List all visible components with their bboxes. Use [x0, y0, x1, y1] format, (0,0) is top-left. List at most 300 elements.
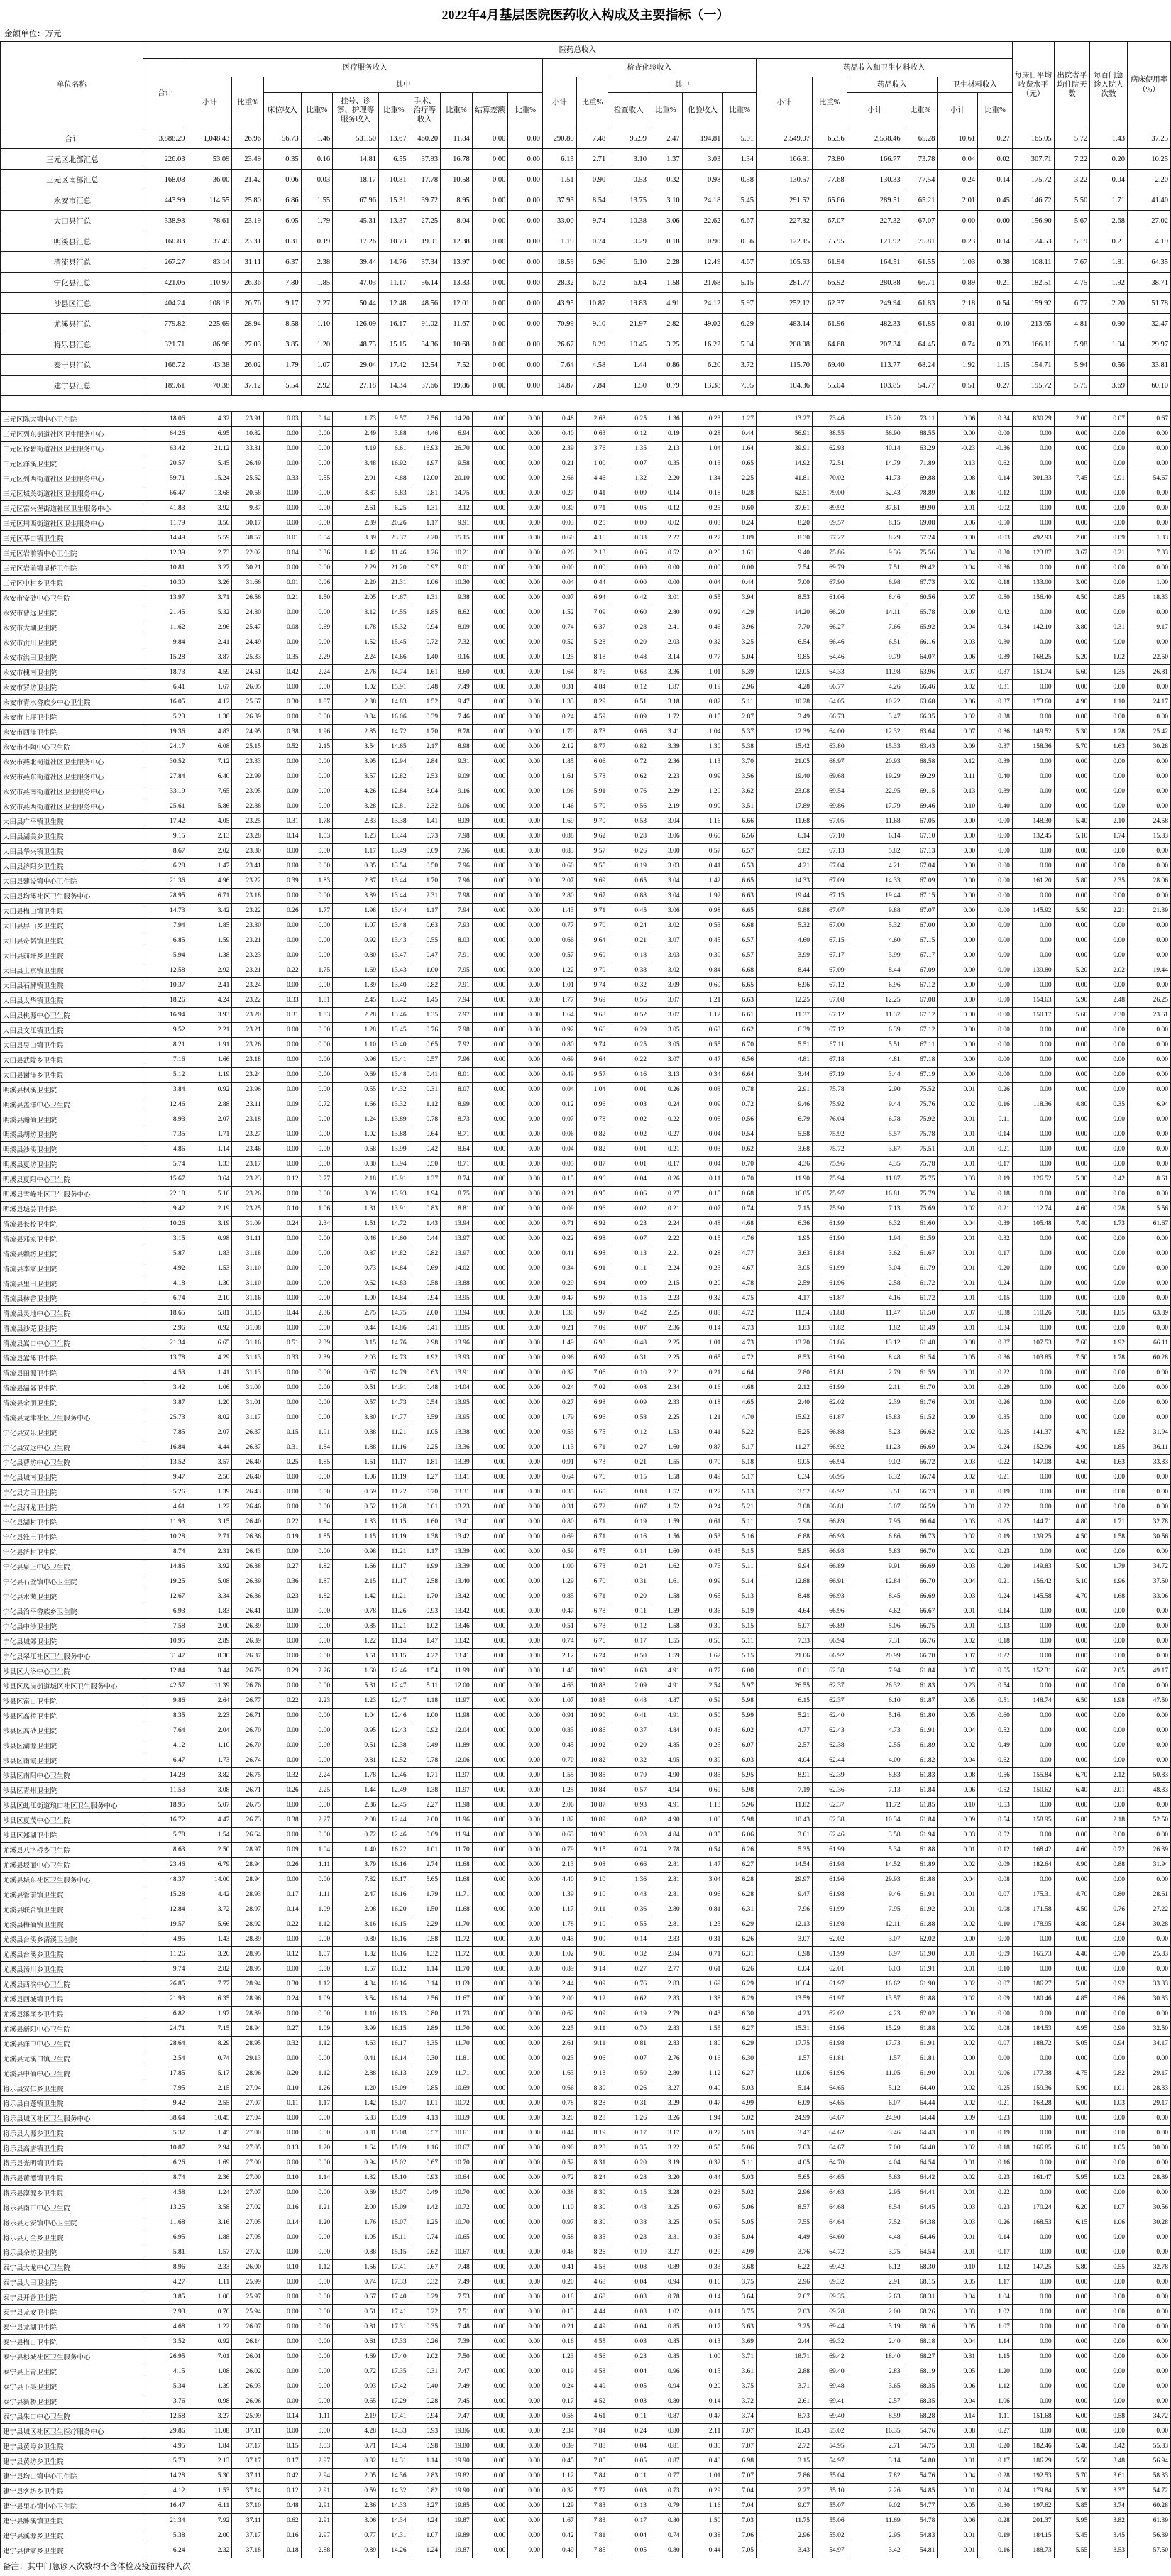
table-row	[1, 2245, 1171, 2260]
value-cell: 0.98	[682, 170, 723, 190]
unit-name-cell: 清流县灵地中心卫生院	[1, 1306, 143, 1321]
value-cell: 4.19	[1127, 231, 1170, 252]
value-cell: 0.79	[649, 376, 682, 396]
value-cell: 13.27	[756, 412, 812, 427]
value-cell: 0.00	[1090, 1083, 1128, 1097]
value-cell: 0.60	[682, 829, 723, 844]
value-cell: 13.47	[379, 948, 409, 963]
value-cell: 170.24	[1012, 2200, 1054, 2215]
value-cell: 7.84	[576, 376, 608, 396]
value-cell: 0.55	[682, 1038, 723, 1053]
value-cell: 64.68	[812, 334, 847, 355]
value-cell: 0.00	[472, 1574, 508, 1589]
value-cell: 1.06	[1090, 2215, 1128, 2230]
table-header	[1, 42, 1171, 128]
value-cell: 9.10	[576, 314, 608, 334]
value-cell: 0.00	[1054, 501, 1090, 516]
value-cell: 0.00	[1090, 1619, 1128, 1634]
value-cell: 0.00	[1054, 605, 1090, 620]
value-cell: 0.00	[1012, 1261, 1054, 1276]
value-cell: 0.22	[649, 1112, 682, 1127]
value-cell: 11.21	[379, 1425, 409, 1440]
value-cell: 0.26	[409, 2335, 441, 2350]
value-cell: 7.77	[576, 2484, 608, 2499]
value-cell: 0.00	[472, 2260, 508, 2275]
value-cell: 60.28	[1127, 2499, 1170, 2514]
value-cell: 13.78	[143, 1351, 187, 1366]
value-cell: 0.00	[1012, 2350, 1054, 2364]
value-cell: 23.37	[379, 531, 409, 546]
value-cell: 147.08	[1012, 1455, 1054, 1470]
value-cell: 2.21	[1090, 904, 1128, 919]
value-cell: 0.39	[263, 874, 301, 889]
value-cell: 6.30	[723, 2007, 757, 2022]
value-cell: 0.00	[472, 1902, 508, 1917]
value-cell: 0.37	[978, 695, 1013, 710]
table-row	[1, 978, 1171, 993]
value-cell: 0.00	[301, 2007, 333, 2022]
value-cell: 14.20	[756, 605, 812, 620]
value-cell: 5.17	[187, 2066, 232, 2081]
value-cell: 1.02	[333, 680, 379, 695]
value-cell: 0.00	[1127, 605, 1170, 620]
value-cell: 0.00	[301, 1709, 333, 1723]
value-cell: 0.00	[263, 1261, 301, 1276]
value-cell: 5.32	[187, 605, 232, 620]
value-cell: 194.81	[682, 128, 723, 149]
value-cell: 6.29	[723, 2037, 757, 2051]
value-cell: 16.22	[682, 334, 723, 355]
value-cell: 20.93	[847, 755, 903, 769]
value-cell: 164.51	[847, 252, 903, 273]
value-cell: 14.55	[379, 605, 409, 620]
value-cell: 5.15	[723, 1545, 757, 1560]
value-cell: 12.84	[143, 1902, 187, 1917]
value-cell: 2.25	[649, 1336, 682, 1351]
value-cell: 0.00	[1090, 1187, 1128, 1202]
value-cell: 13.39	[441, 1560, 473, 1574]
value-cell: 2.87	[333, 874, 379, 889]
unit-name-cell: 宁化县城郊卫生院	[1, 1634, 143, 1649]
value-cell: 0.00	[1054, 2111, 1090, 2126]
value-cell: 0.25	[576, 516, 608, 531]
value-cell: 20.99	[847, 1649, 903, 1664]
value-cell: 4.68	[143, 2320, 187, 2335]
value-cell: 1.14	[187, 1142, 232, 1157]
value-cell: 15.10	[379, 2171, 409, 2186]
unit-name-cell: 清流县温郊卫生院	[1, 1381, 143, 1396]
unit-name-cell: 泰宁县杉城社区卫生服务中心	[1, 2350, 143, 2364]
header-bed-weight: 比重%	[301, 93, 333, 128]
value-cell: 62.37	[812, 1798, 847, 1813]
value-cell: 1.69	[333, 963, 379, 978]
value-cell: 0.00	[508, 680, 543, 695]
value-cell: 11.98	[847, 665, 903, 680]
value-cell: 10.90	[576, 1709, 608, 1723]
value-cell: 0.00	[508, 1709, 543, 1723]
value-cell: 0.49	[682, 1470, 723, 1485]
table-row	[1, 1664, 1171, 1679]
value-cell: 0.00	[263, 919, 301, 933]
value-cell: 6.94	[576, 1276, 608, 1291]
value-cell: 6.95	[143, 2230, 187, 2245]
unit-name-cell: 沙县区南霞卫生院	[1, 1753, 143, 1768]
value-cell: 7.07	[723, 2439, 757, 2454]
value-cell: 1.28	[333, 1023, 379, 1038]
value-cell: 1.09	[301, 1902, 333, 1917]
unit-name-cell: 三元区岩前镇中心卫生院	[1, 546, 143, 561]
value-cell: 23.22	[232, 904, 264, 919]
value-cell: 0.06	[608, 1187, 649, 1202]
value-cell: 5.74	[143, 1157, 187, 1172]
value-cell: 1.57	[333, 1962, 379, 1977]
value-cell: 1.67	[543, 2514, 577, 2528]
value-cell: 1.99	[409, 1560, 441, 1574]
value-cell: 182.46	[1012, 2439, 1054, 2454]
value-cell: 3.25	[723, 635, 757, 650]
value-cell: 0.07	[978, 2037, 1013, 2051]
value-cell: 0.00	[1054, 1157, 1090, 1172]
unit-name-cell: 尤溪县溪尾乡卫生院	[1, 2007, 143, 2022]
unit-name-cell: 尤溪县管前镇卫生院	[1, 1887, 143, 1902]
value-cell: 0.71	[682, 1947, 723, 1962]
value-cell: 9.57	[379, 412, 409, 427]
value-cell: 0.00	[472, 769, 508, 784]
value-cell: 0.04	[682, 576, 723, 591]
value-cell: 25.97	[232, 2290, 264, 2305]
value-cell: 0.00	[472, 829, 508, 844]
value-cell: 4.29	[187, 1351, 232, 1366]
value-cell: 2.80	[649, 1902, 682, 1917]
value-cell: 0.00	[1090, 1962, 1128, 1977]
value-cell: 0.83	[409, 1202, 441, 1217]
value-cell: 2.66	[543, 471, 577, 486]
value-cell: 3.25	[649, 334, 682, 355]
value-cell: 16.13	[379, 2066, 409, 2081]
value-cell: 0.00	[938, 993, 978, 1008]
value-cell: 2.61	[543, 2037, 577, 2051]
value-cell: 63.42	[143, 442, 187, 456]
value-cell: 2.44	[756, 2335, 812, 2350]
value-cell: 4.56	[576, 2350, 608, 2364]
value-cell: 0.66	[608, 1858, 649, 1873]
value-cell: 61.39	[1127, 2514, 1170, 2528]
value-cell: 61.88	[903, 1992, 938, 2007]
value-cell: 0.00	[472, 531, 508, 546]
value-cell: 24.99	[756, 2111, 812, 2126]
value-cell: 0.00	[1127, 1932, 1170, 1947]
unit-name-cell: 沙县区大洛中心卫生院	[1, 1664, 143, 1679]
value-cell: 4.46	[409, 427, 441, 442]
value-cell: 0.98	[333, 1545, 379, 1560]
value-cell: 2.50	[187, 1470, 232, 1485]
value-cell: 0.18	[543, 2290, 577, 2305]
value-cell: 0.39	[978, 755, 1013, 769]
value-cell: 0.00	[1012, 1038, 1054, 1053]
value-cell: 4.24	[187, 993, 232, 1008]
value-cell: 0.09	[608, 1396, 649, 1410]
value-cell: 0.70	[723, 1157, 757, 1172]
value-cell: 1.31	[333, 1202, 379, 1217]
value-cell: 1.68	[1090, 1589, 1128, 1604]
table-row	[1, 1723, 1171, 1738]
value-cell: 0.00	[472, 591, 508, 605]
value-cell: 4.12	[143, 2484, 187, 2499]
value-cell: 0.00	[263, 1366, 301, 1381]
value-cell: 0.01	[938, 1261, 978, 1276]
value-cell: 2.12	[543, 740, 577, 755]
value-cell: 1.80	[682, 2037, 723, 2051]
value-cell: 66.92	[812, 1440, 847, 1455]
table-row	[1, 904, 1171, 919]
value-cell: 1.01	[409, 1843, 441, 1858]
value-cell: 0.00	[1054, 635, 1090, 650]
value-cell: 0.00	[1127, 2156, 1170, 2171]
value-cell: 23.30	[232, 919, 264, 933]
value-cell: 1.88	[187, 2230, 232, 2245]
value-cell: 0.58	[608, 1410, 649, 1425]
value-cell: 0.27	[649, 1127, 682, 1142]
value-cell: 33.31	[232, 442, 264, 456]
value-cell: 0.04	[938, 149, 978, 170]
value-cell: 249.94	[847, 293, 903, 314]
table-row	[1, 2230, 1171, 2245]
value-cell: 6.66	[723, 814, 757, 829]
value-cell: 0.57	[608, 1783, 649, 1798]
value-cell: 163.28	[1012, 2096, 1054, 2111]
value-cell: 62.46	[812, 1828, 847, 1843]
value-cell: 0.00	[263, 2126, 301, 2141]
value-cell: 5.96	[723, 1798, 757, 1813]
value-cell: 12.84	[379, 784, 409, 799]
value-cell: 4.84	[576, 680, 608, 695]
value-cell: 1.12	[301, 2066, 333, 2081]
unit-name-cell: 明溪县瀚仙卫生院	[1, 1112, 143, 1127]
value-cell: 0.70	[409, 1485, 441, 1500]
value-cell: 1.12	[301, 2260, 333, 2275]
value-cell: 0.00	[508, 1008, 543, 1023]
value-cell: 0.50	[608, 2066, 649, 2081]
value-cell: 7.05	[723, 376, 757, 396]
value-cell: 0.00	[472, 1932, 508, 1947]
value-cell: 0.00	[301, 769, 333, 784]
value-cell: 3.04	[649, 874, 682, 889]
value-cell: 18.26	[143, 993, 187, 1008]
value-cell: 1.45	[187, 2126, 232, 2141]
value-cell: 0.44	[576, 576, 608, 591]
value-cell: 188.73	[1012, 2543, 1054, 2558]
value-cell: 4.72	[723, 1351, 757, 1366]
value-cell: 2.24	[649, 1217, 682, 1232]
value-cell: 1.69	[682, 1977, 723, 1992]
value-cell: 8.01	[441, 1068, 473, 1083]
value-cell: 1.92	[409, 1351, 441, 1366]
value-cell: 5.06	[723, 2200, 757, 2215]
value-cell: 0.85	[333, 1619, 379, 1634]
value-cell: 160.83	[143, 231, 187, 252]
value-cell: 0.74	[649, 2528, 682, 2543]
value-cell: 1.53	[187, 2484, 232, 2499]
value-cell: 14.86	[143, 1560, 187, 1574]
value-cell: 4.53	[143, 1366, 187, 1381]
value-cell: 7.00	[847, 2141, 903, 2156]
value-cell: 139.80	[1012, 963, 1054, 978]
value-cell: 4.73	[723, 1321, 757, 1336]
table-row	[1, 1843, 1171, 1858]
value-cell: 0.00	[301, 2230, 333, 2245]
value-cell: 2.00	[1054, 531, 1090, 546]
unit-name-cell: 大田县桃源中心卫生院	[1, 1008, 143, 1023]
value-cell: 3.61	[723, 2364, 757, 2379]
value-cell: 3.95	[333, 755, 379, 769]
value-cell: 1.94	[409, 1187, 441, 1202]
value-cell: 9.40	[756, 546, 812, 561]
value-cell: 9.02	[847, 2499, 903, 2514]
value-cell: 0.15	[682, 1187, 723, 1202]
value-cell: 26.39	[232, 1619, 264, 1634]
value-cell: 192.53	[1012, 2469, 1054, 2484]
value-cell: 75.72	[812, 1142, 847, 1157]
value-cell: 0.80	[649, 2394, 682, 2409]
value-cell: 8.76	[576, 665, 608, 680]
value-cell: 66.46	[812, 635, 847, 650]
value-cell: 0.00	[938, 978, 978, 993]
value-cell: 177.38	[1012, 2066, 1054, 2081]
unit-name-cell: 永安市小陶中心卫生院	[1, 740, 143, 755]
value-cell: 4.16	[847, 1291, 903, 1306]
value-cell: 13.75	[608, 190, 649, 211]
value-cell: 0.00	[978, 963, 1013, 978]
value-cell: 2.81	[649, 1873, 682, 1887]
value-cell: 53.09	[187, 149, 232, 170]
value-cell: 1.55	[649, 1455, 682, 1470]
value-cell: 5.95	[1054, 2514, 1090, 2528]
value-cell: 9.05	[756, 1455, 812, 1470]
value-cell: 1.03	[938, 252, 978, 273]
value-cell: 37.10	[232, 2499, 264, 2514]
value-cell: 12.88	[756, 1574, 812, 1589]
value-cell: 86.96	[187, 334, 232, 355]
value-cell: 1.28	[1090, 725, 1128, 740]
value-cell: 0.00	[1012, 1873, 1054, 1887]
value-cell: 492.93	[1012, 531, 1054, 546]
value-cell: 0.05	[608, 501, 649, 516]
value-cell: 0.01	[938, 2439, 978, 2454]
value-cell: 2.61	[333, 501, 379, 516]
value-cell: 0.00	[1012, 2335, 1054, 2350]
value-cell: 11.70	[441, 2037, 473, 2051]
value-cell: 0.00	[1127, 456, 1170, 471]
value-cell: 0.00	[508, 2022, 543, 2037]
value-cell: 0.00	[263, 1873, 301, 1887]
table-row	[1, 1157, 1171, 1172]
value-cell: 4.59	[187, 665, 232, 680]
value-cell: 0.04	[938, 546, 978, 561]
value-cell: 56.14	[409, 273, 441, 293]
value-cell: 2.83	[649, 1932, 682, 1947]
value-cell: 22.95	[847, 784, 903, 799]
value-cell: 0.00	[1012, 635, 1054, 650]
value-cell: 14.60	[379, 1232, 409, 1246]
value-cell: 0.00	[301, 1068, 333, 1083]
value-cell: 0.01	[263, 531, 301, 546]
value-cell: 11.70	[441, 2022, 473, 2037]
value-cell: 0.00	[301, 1828, 333, 1843]
value-cell: 0.00	[1127, 1261, 1170, 1276]
value-cell: 0.02	[938, 2171, 978, 2186]
value-cell: 5.95	[1054, 2171, 1090, 2186]
value-cell: 30.56	[1127, 2200, 1170, 2215]
value-cell: 0.00	[1012, 919, 1054, 933]
value-cell: 6.14	[847, 829, 903, 844]
value-cell: 26.96	[232, 128, 264, 149]
value-cell: 0.00	[508, 334, 543, 355]
value-cell: 2.71	[187, 1530, 232, 1545]
value-cell: 60.56	[903, 591, 938, 605]
value-cell: 3.76	[576, 442, 608, 456]
value-cell: 37.66	[409, 376, 441, 396]
value-cell: 0.05	[608, 2543, 649, 2558]
value-cell: 10.61	[441, 2126, 473, 2141]
value-cell: 19.57	[143, 1917, 187, 1932]
value-cell: 0.20	[1090, 149, 1128, 170]
value-cell: 2.27	[409, 1798, 441, 1813]
value-cell: 0.00	[1090, 1723, 1128, 1738]
value-cell: 0.00	[1127, 859, 1170, 874]
value-cell: 13.43	[379, 963, 409, 978]
value-cell: 0.14	[682, 2394, 723, 2409]
value-cell: 0.00	[472, 1425, 508, 1440]
value-cell: 1.63	[1090, 740, 1128, 755]
table-row	[1, 231, 1171, 252]
value-cell: 7.06	[723, 2528, 757, 2543]
unit-name-cell: 三元区列西街道社区卫生服务中心	[1, 471, 143, 486]
value-cell: 0.00	[1127, 1127, 1170, 1142]
value-cell: 64.65	[812, 2081, 847, 2096]
value-cell: 0.00	[263, 1157, 301, 1172]
value-cell: 3.61	[1090, 2469, 1128, 2484]
value-cell: 6.06	[576, 755, 608, 769]
value-cell: 3.57	[187, 1455, 232, 1470]
value-cell: 1.04	[978, 2290, 1013, 2305]
value-cell: 0.55	[333, 1083, 379, 1097]
value-cell: 2.00	[1054, 412, 1090, 427]
value-cell: 0.03	[978, 531, 1013, 546]
value-cell: 3.89	[333, 889, 379, 904]
value-cell: 25.94	[232, 2305, 264, 2320]
value-cell: 13.88	[441, 1276, 473, 1291]
value-cell: 0.00	[472, 1634, 508, 1649]
value-cell: 8.71	[441, 1127, 473, 1142]
value-cell: 2.36	[333, 2499, 379, 2514]
value-cell: 0.01	[938, 2454, 978, 2469]
value-cell: 0.98	[409, 2439, 441, 2454]
value-cell: 13.25	[143, 2200, 187, 2215]
value-cell: 226.03	[143, 149, 187, 170]
value-cell: 14.34	[379, 2439, 409, 2454]
value-cell: 1.58	[649, 1470, 682, 1485]
value-cell: 0.00	[263, 2379, 301, 2394]
value-cell: 1.83	[301, 874, 333, 889]
value-cell: 0.19	[682, 680, 723, 695]
value-cell: 7.15	[187, 2022, 232, 2037]
value-cell: 0.92	[187, 2335, 232, 2350]
value-cell: 69.35	[812, 2290, 847, 2305]
value-cell: 2.33	[187, 2260, 232, 2275]
value-cell: 0.35	[608, 2141, 649, 2156]
value-cell: 0.00	[472, 919, 508, 933]
unit-name-cell: 永安市燕南街道社区卫生服务中心	[1, 784, 143, 799]
